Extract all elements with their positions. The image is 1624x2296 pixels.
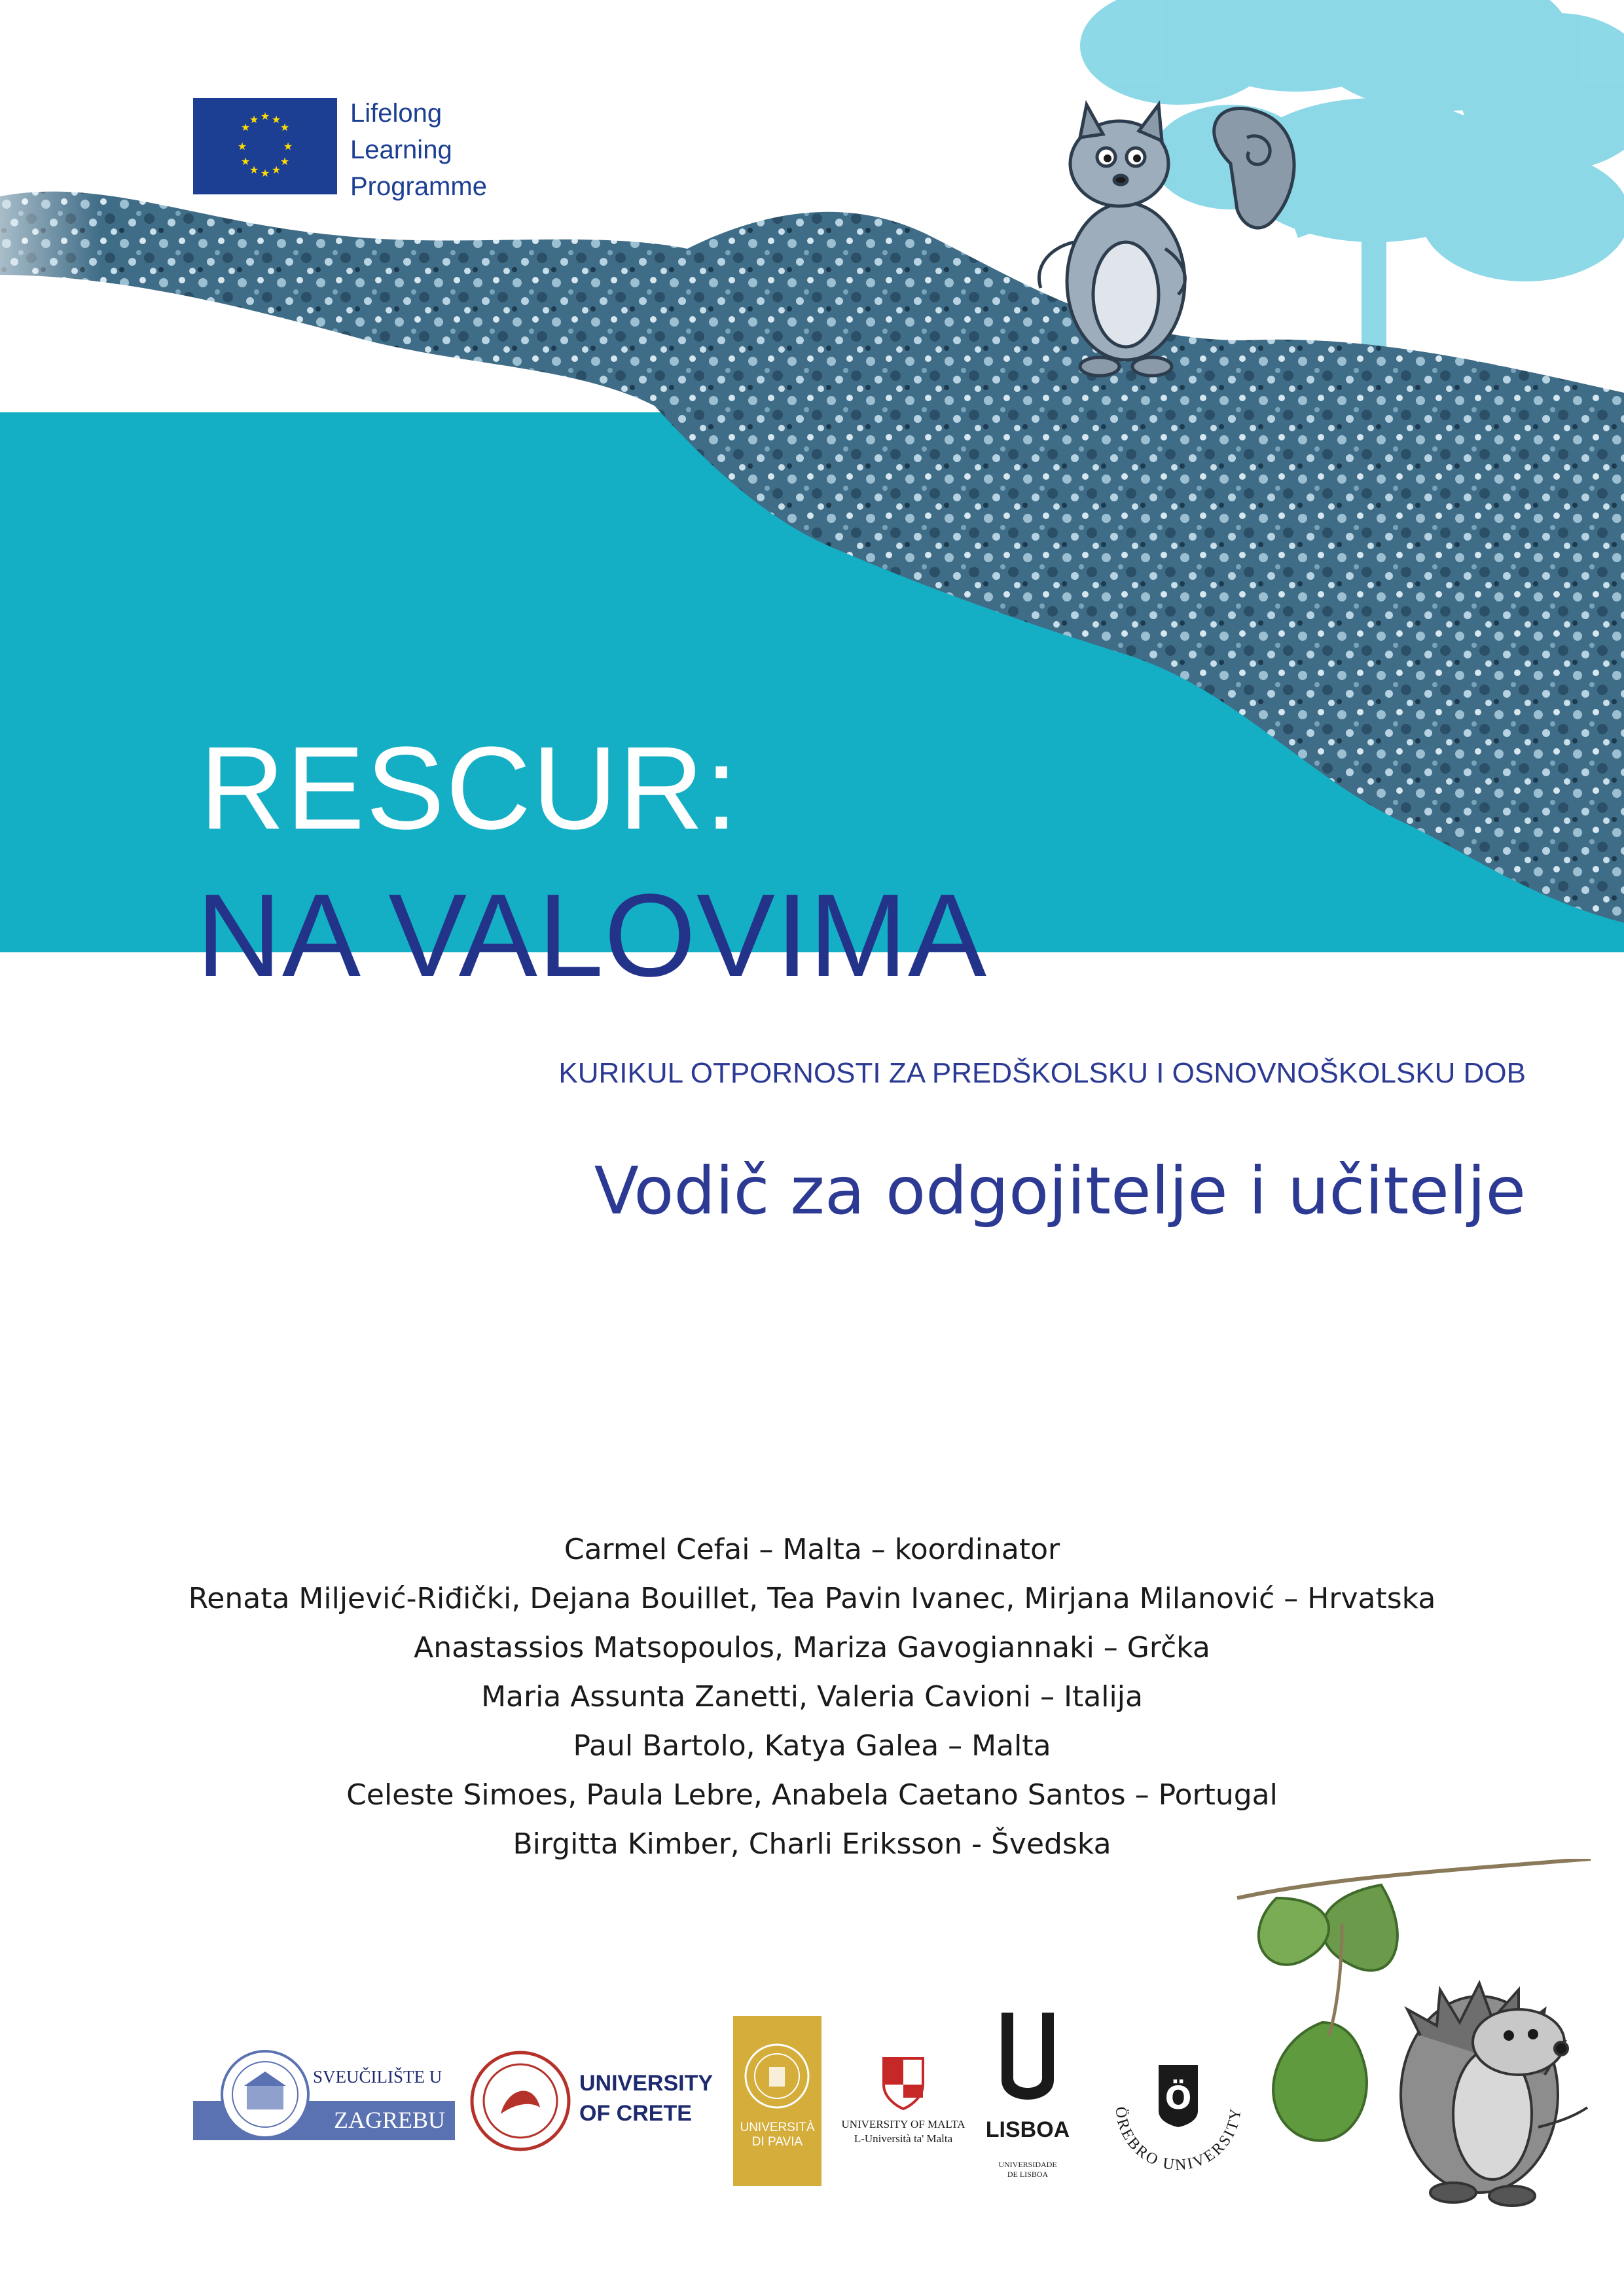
svg-text:★: ★	[260, 110, 270, 122]
author-line: Anastassios Matsopoulos, Mariza Gavogiannaki – Grčka	[414, 1631, 1210, 1664]
crete-seal-icon	[468, 2049, 573, 2153]
title-line-2: NA VALOVIMA	[196, 870, 988, 1001]
author-line: Maria Assunta Zanetti, Valeria Cavioni – Italija	[481, 1680, 1143, 1713]
svg-text:★: ★	[271, 164, 281, 176]
pavia-seal-icon	[743, 2042, 812, 2111]
svg-text:★: ★	[240, 155, 251, 168]
malta-name-line2: L-Università ta' Malta	[854, 2132, 953, 2145]
svg-text:★: ★	[280, 121, 290, 134]
lisboa-name: LISBOA	[985, 2117, 1070, 2142]
malta-shield-icon	[880, 2055, 926, 2111]
author-line: Paul Bartolo, Katya Galea – Malta	[573, 1729, 1051, 1763]
svg-text:★: ★	[271, 113, 281, 126]
programme-name-line: Programme	[350, 172, 487, 201]
pavia-name	[733, 2121, 821, 2149]
author-line: Carmel Cefai – Malta – koordinator	[564, 1533, 1060, 1566]
crete-name-line1: UNIVERSITY	[579, 2071, 713, 2096]
svg-text:★: ★	[240, 121, 251, 134]
svg-text:★: ★	[260, 167, 270, 179]
programme-name-line: Learning	[350, 135, 452, 164]
programme-name-line: Lifelong	[350, 99, 442, 128]
lisboa-u-icon	[995, 2009, 1060, 2108]
orebro-name: ÖREBRO UNIVERSITY	[1111, 2106, 1245, 2174]
pavia-name-line2: DI PAVIA	[751, 2135, 803, 2149]
malta-name-line1: UNIVERSITY OF MALTA	[841, 2118, 965, 2130]
author-line: Renata Miljević-Riđički, Dejana Bouillet, Tea Pavin Ivanec, Mirjana Milanović – Hrvatska	[188, 1582, 1436, 1615]
author-list	[0, 1525, 1624, 1869]
subtitle: KURIKUL OTPORNOSTI ZA PREDŠKOLSKU I OSNOVNOŠKOLSKU DOB	[558, 1057, 1526, 1089]
lisboa-subname	[985, 2160, 1070, 2179]
pavia-name-line1: UNIVERSITÀ	[740, 2121, 815, 2134]
svg-text:★: ★	[249, 113, 259, 126]
author-line: Birgitta Kimber, Charli Eriksson - Švedska	[513, 1827, 1111, 1861]
lisboa-sub-line2: DE LISBOA	[1007, 2170, 1049, 2179]
hedgehog-character	[1231, 1859, 1597, 2212]
crete-name	[579, 2068, 713, 2128]
zagreb-name-line1: SVEUČILIŠTE U	[313, 2067, 442, 2087]
malta-name	[838, 2117, 969, 2146]
guide-title: Vodič za odgojitelje i učitelje	[594, 1153, 1526, 1229]
svg-text:★: ★	[237, 140, 247, 152]
zagreb-name-line2: ZAGREBU	[334, 2107, 445, 2133]
eu-stars-icon	[193, 98, 337, 194]
crete-name-line2: OF CRETE	[579, 2101, 692, 2126]
lisboa-sub-line1: UNIVERSIDADE	[998, 2160, 1057, 2169]
programme-name	[350, 95, 487, 205]
author-line: Celeste Simoes, Paula Lebre, Anabela Caetano Santos – Portugal	[346, 1778, 1278, 1812]
svg-text:Ö: Ö	[1164, 2080, 1192, 2117]
svg-text:★: ★	[283, 140, 293, 152]
svg-text:★: ★	[249, 164, 259, 176]
svg-text:★: ★	[280, 155, 290, 168]
zagreb-seal-icon	[219, 2049, 311, 2140]
title-line-1: RESCUR:	[200, 723, 740, 854]
